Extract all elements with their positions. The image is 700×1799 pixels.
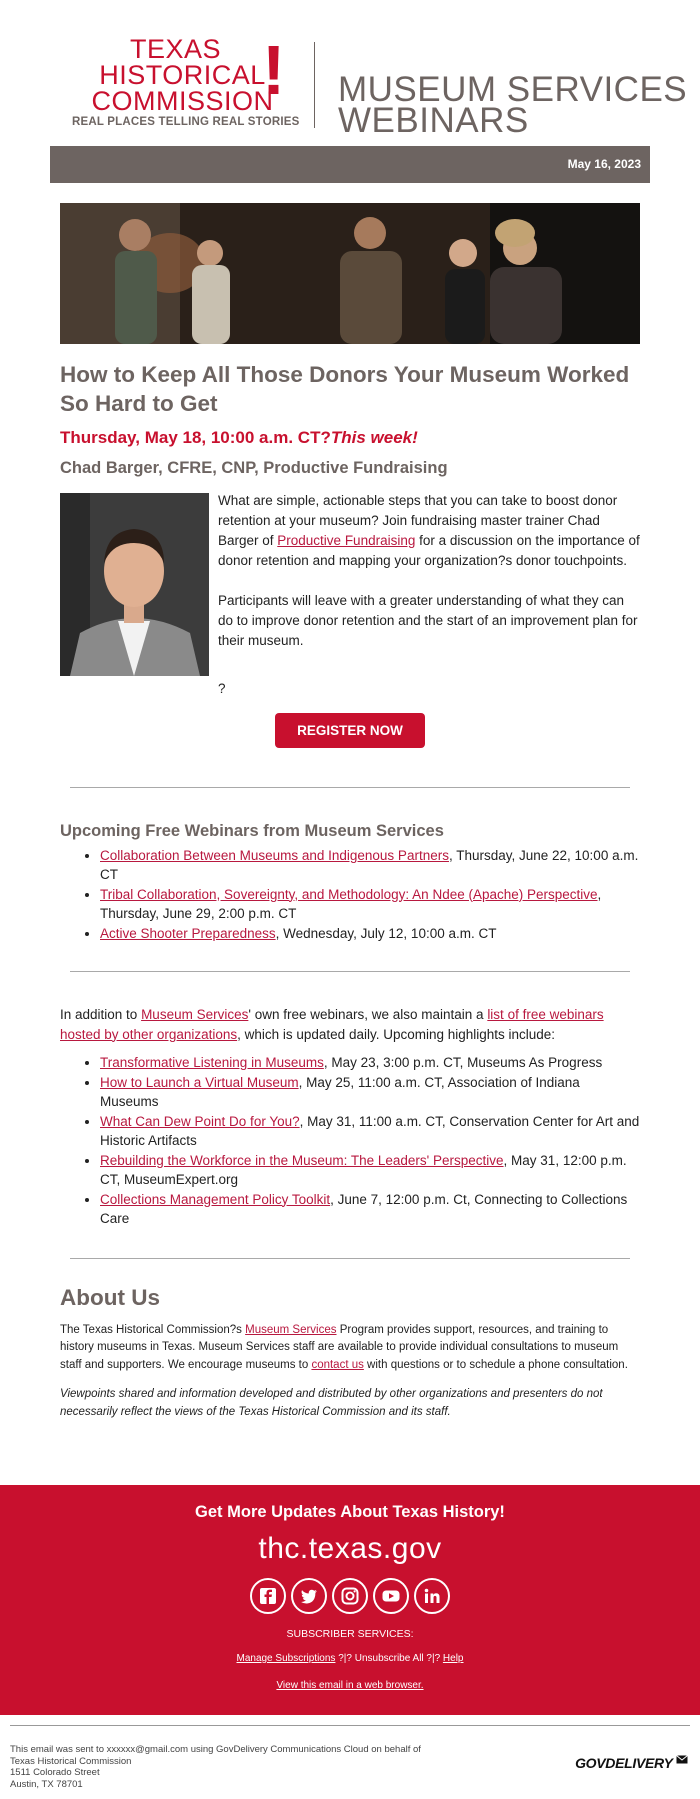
register-now-button[interactable]: REGISTER NOW — [275, 713, 425, 748]
youtube-icon[interactable] — [373, 1578, 409, 1614]
envelope-icon — [676, 1755, 688, 1764]
header-divider — [314, 42, 315, 128]
about-section — [60, 1285, 640, 1433]
contact-us-link[interactable]: contact us — [311, 1358, 364, 1371]
email-header — [0, 0, 700, 146]
upcoming-heading: Upcoming Free Webinars from Museum Services — [60, 822, 444, 840]
logo-tagline: REAL PLACES TELLING REAL STORIES — [72, 116, 300, 128]
list-item — [100, 1112, 640, 1151]
upcoming-list — [60, 846, 640, 944]
issue-date: May 16, 2023 — [567, 157, 641, 171]
email-footer — [0, 1485, 700, 1715]
website-link[interactable]: thc.texas.gov — [258, 1532, 442, 1565]
govdelivery-logo[interactable] — [575, 1755, 688, 1771]
speaker-photo — [60, 493, 209, 676]
list-item — [100, 924, 640, 944]
unsubscribe-all-link[interactable]: Unsubscribe All — [354, 1653, 424, 1664]
about-text: Program provides support, resources, and training to history museums in Texas. Museum Services staff are available to provide individual consultations to museum staff and supporters. We encourage museums to — [60, 1323, 619, 1371]
list-item — [100, 846, 640, 885]
webinar-link[interactable]: What Can Dew Point Do for You? — [100, 1113, 300, 1129]
view-in-browser-link[interactable]: View this email in a web browser. — [276, 1680, 424, 1691]
facebook-icon[interactable] — [250, 1578, 286, 1614]
description-paragraph-2: Participants will leave with a greater understanding of what they can do to improve donor retention and the start of an improvement plan for their museum. — [218, 593, 638, 648]
list-item — [100, 1053, 640, 1073]
twitter-icon[interactable] — [291, 1578, 327, 1614]
list-item — [100, 1073, 640, 1112]
other-webinars-section — [60, 1005, 640, 1229]
program-title — [338, 70, 688, 140]
highlights-list — [60, 1053, 640, 1229]
section-divider — [70, 971, 630, 972]
presenter-line: Chad Barger, CFRE, CNP, Productive Fundraising — [60, 459, 448, 477]
section-divider — [70, 787, 630, 788]
program-title-line1: MUSEUM SERVICES — [338, 70, 688, 109]
webinar-link[interactable]: Collaboration Between Museums and Indigenous Partners — [100, 847, 449, 863]
list-item — [100, 885, 640, 924]
legal-line: Texas Historical Commission — [10, 1755, 132, 1767]
manage-subscriptions-link[interactable]: Manage Subscriptions — [236, 1653, 336, 1664]
webinar-description — [218, 491, 640, 671]
webinar-details: , Thursday, June 22, 10:00 a.m. CT — [100, 847, 639, 882]
list-item — [100, 1151, 640, 1190]
description-text: What are simple, actionable steps that you can take to boost donor retention at your museum? Join fundraising master trainer Chad Barger of — [218, 493, 618, 548]
intro-text: In addition to — [60, 1007, 142, 1022]
intro-text: , which is updated daily. Upcoming highlights include: — [237, 1026, 556, 1042]
stray-question-mark: ? — [218, 681, 226, 696]
govdelivery-wordmark: GOVDELIVERY — [575, 1755, 673, 1771]
webinar-details: , June 7, 12:00 p.m. Ct, Connecting to Collections Care — [100, 1191, 628, 1226]
about-text: with questions or to schedule a phone consultation. — [363, 1358, 628, 1371]
description-paragraph-1 — [218, 491, 640, 571]
legal-line: This email was sent to xxxxxx@gmail.com using GovDelivery Communications Cloud on behalf of — [10, 1744, 421, 1755]
subscription-links — [0, 1653, 700, 1664]
webinar-link[interactable]: Tribal Collaboration, Sovereignty, and Methodology: An Ndee (Apache) Perspective — [100, 886, 598, 902]
logo-line-commission: COMMISSION — [91, 86, 274, 116]
about-paragraph — [60, 1322, 640, 1375]
webinar-details: , Wednesday, July 12, 10:00 a.m. CT — [275, 925, 497, 941]
description-text: for a discussion on the importance of donor retention and mapping your organization?s donor touchpoints. — [218, 533, 640, 568]
webinar-link[interactable]: Rebuilding the Workforce in the Museum: The Leaders' Perspective — [100, 1152, 504, 1168]
date-bar — [50, 146, 650, 183]
webinar-details: , May 31, 11:00 a.m. CT, Conservation Center for Art and Historic Artifacts — [100, 1113, 640, 1148]
webinar-link[interactable]: Collections Management Policy Toolkit — [100, 1191, 331, 1207]
disclaimer: Viewpoints shared and information developed and distributed by other organizations and presenters do not necessarily reflect the views of the Texas Historical Commission and its staff. — [60, 1388, 603, 1418]
museum-services-link[interactable]: Museum Services — [245, 1323, 337, 1336]
this-week-note: This week! — [330, 428, 418, 447]
help-link[interactable]: Help — [442, 1653, 464, 1664]
webinar-link[interactable]: Active Shooter Preparedness — [100, 925, 276, 941]
view-in-browser — [0, 1680, 700, 1691]
webinar-details: , Thursday, June 29, 2:00 p.m. CT — [100, 886, 602, 921]
footer-divider — [10, 1725, 690, 1726]
webinar-link[interactable]: How to Launch a Virtual Museum — [100, 1074, 299, 1090]
instagram-icon[interactable] — [332, 1578, 368, 1614]
webinar-details: , May 25, 11:00 a.m. CT, Association of Indiana Museums — [100, 1074, 580, 1109]
feature-section — [60, 360, 640, 738]
logo-line-texas: TEXAS — [129, 34, 222, 64]
list-item — [100, 1190, 640, 1229]
museum-services-link[interactable]: Museum Services — [141, 1007, 249, 1022]
logo-exclamation-mark: ! — [262, 31, 286, 109]
footer-heading: Get More Updates About Texas History! — [195, 1503, 505, 1521]
subscriber-services-label: SUBSCRIBER SERVICES: — [286, 1628, 414, 1640]
free-webinars-list-link[interactable]: list of free webinars hosted by other organizations — [60, 1007, 604, 1042]
about-text: The Texas Historical Commission?s — [60, 1323, 246, 1336]
webinar-title: How to Keep All Those Donors Your Museum Worked So Hard to Get — [60, 362, 630, 416]
link-separator: ?|? — [335, 1653, 355, 1664]
link-separator: ?|? — [423, 1653, 443, 1664]
legal-notice — [10, 1744, 490, 1790]
hero-image — [60, 203, 640, 344]
webinar-details: , May 31, 12:00 p.m. CT, MuseumExpert.org — [100, 1152, 627, 1187]
intro-text: ' own free webinars, we also maintain a — [248, 1007, 488, 1022]
webinar-details: , May 23, 3:00 p.m. CT, Museums As Progress — [323, 1055, 603, 1070]
other-webinars-intro — [60, 1005, 640, 1044]
upcoming-webinars-section — [60, 822, 640, 943]
webinar-date: Thursday, May 18, 10:00 a.m. CT? — [60, 428, 331, 447]
social-icons — [0, 1578, 700, 1614]
about-heading: About Us — [60, 1285, 160, 1310]
program-title-line2: WEBINARS — [338, 101, 529, 140]
webinar-link[interactable]: Transformative Listening in Museums — [100, 1055, 324, 1070]
webinar-datetime — [60, 428, 640, 448]
productive-fundraising-link[interactable]: Productive Fundraising — [277, 533, 416, 548]
logo-line-historical: HISTORICAL — [99, 60, 266, 90]
legal-line: Austin, TX 78701 — [10, 1778, 83, 1790]
linkedin-icon[interactable] — [414, 1578, 450, 1614]
legal-line: 1511 Colorado Street — [10, 1767, 100, 1778]
section-divider — [70, 1258, 630, 1259]
